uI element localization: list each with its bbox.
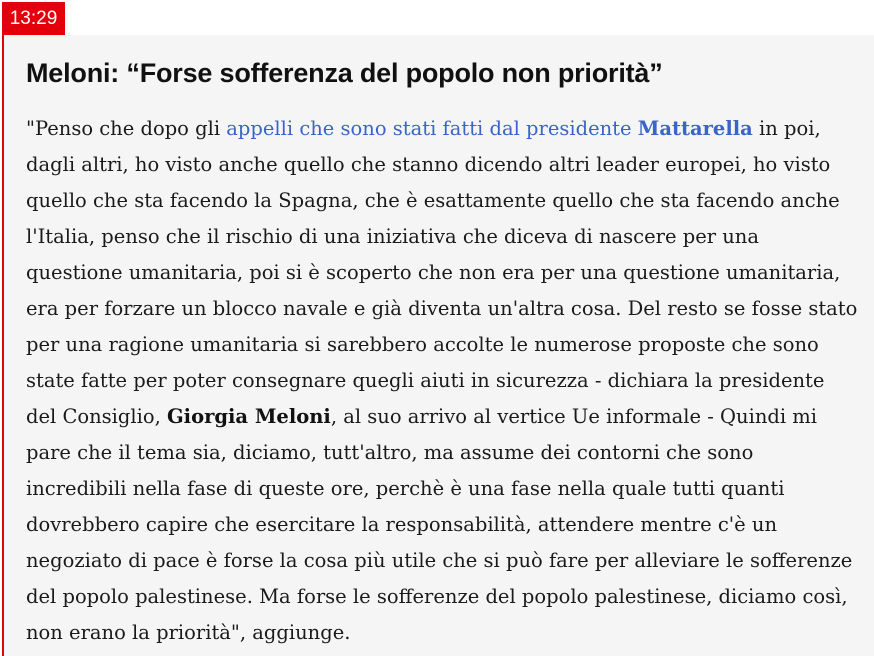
body-line	[26, 399, 868, 435]
body-text: in poi,	[752, 117, 821, 140]
body-line: era per forzare un blocco navale e già diventa un'altra cosa. Del resto se fosse stato	[26, 297, 858, 320]
body-line: del popolo palestinese. Ma forse le sofferenze del popolo palestinese, diciamo così,	[26, 585, 848, 608]
body-line: l'Italia, penso che il rischio di una iniziativa che diceva di nascere per una	[26, 225, 759, 248]
time-badge: 13:29	[2, 2, 65, 35]
body-line: quello che sta facendo la Spagna, che è esattamente quello che sta facendo anche	[26, 189, 840, 212]
giorgia-meloni-bold: Giorgia Meloni	[167, 405, 331, 428]
body-line: per una ragione umanitaria si sarebbero accolte le numerose proposte che sono	[26, 333, 819, 356]
body-line: negoziato di pace è forse la cosa più utile che si può fare per alleviare le sofferenze	[26, 549, 853, 572]
body-line: pare che il tema sia, diciamo, tutt'altro, ma assume dei contorni che sono	[26, 441, 754, 464]
entry-title: Meloni: “Forse sofferenza del popolo non priorità”	[26, 58, 663, 88]
body-text: "Penso che dopo gli	[26, 117, 227, 140]
body-text: del Consiglio,	[26, 405, 168, 428]
body-line	[26, 111, 868, 147]
body-line: questione umanitaria, poi si è scoperto che non era per una questione umanitaria,	[26, 261, 841, 284]
body-line: non erano la priorità", aggiunge.	[26, 621, 351, 644]
body-line: dovrebbero capire che esercitare la responsabilità, attendere mentre c'è un	[26, 513, 777, 536]
entry-card	[2, 35, 874, 656]
entry-body	[26, 111, 868, 651]
body-line: incredibili nella fase di queste ore, perchè è una fase nella quale tutti quanti	[26, 477, 785, 500]
mattarella-appeals-link[interactable]: appelli che sono stati fatti dal presidente	[226, 117, 632, 140]
body-text: , al suo arrivo al vertice Ue informale - Quindi mi	[330, 405, 818, 428]
body-line: dagli altri, ho visto anche quello che stanno dicendo altri leader europei, ho visto	[26, 153, 831, 176]
mattarella-link[interactable]: Mattarella	[637, 117, 753, 140]
body-line: state fatte per poter consegnare quegli aiuti in sicurezza - dichiara la presidente	[26, 369, 825, 392]
